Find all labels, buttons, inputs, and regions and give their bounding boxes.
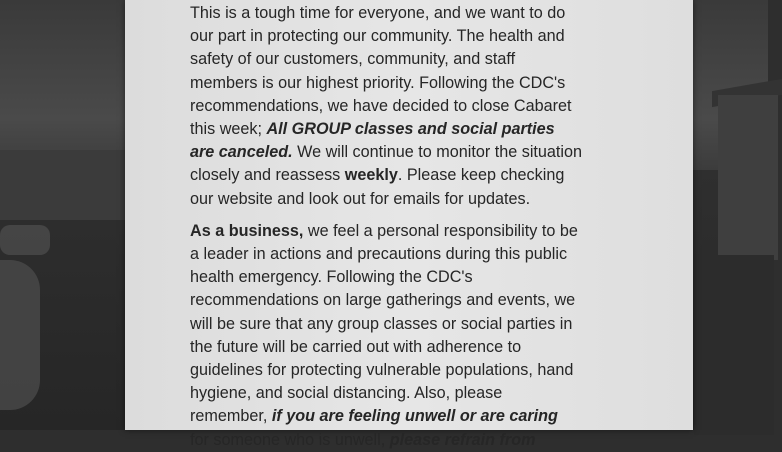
- notice-line: members is our highest priority. Following the CDC's: [190, 73, 566, 92]
- notice-line: our website and look out for emails for updates.: [190, 189, 531, 208]
- notice-line: guidelines for protecting vulnerable populations, hand: [190, 361, 574, 380]
- notice-line: our part in protecting our community. The health and: [190, 27, 565, 46]
- notice-line-segment: remember,: [190, 407, 272, 426]
- notice-line: hygiene, and social distancing. Also, please: [190, 384, 503, 403]
- notice-line-segment: we feel a personal responsibility to be: [303, 221, 578, 240]
- notice-line: This is a tough time for everyone, and we want to do: [190, 4, 566, 22]
- notice-paragraph-2: [190, 220, 600, 452]
- notice-line-segment: . Please keep checking: [397, 166, 565, 185]
- notice-line: safety of our customers, community, and staff: [190, 50, 516, 69]
- notice-line-segment: We will continue to monitor the situation: [292, 143, 583, 162]
- notice-line: recommendations on large gatherings and events, we: [190, 291, 576, 310]
- notice-emphasis: are canceled.: [190, 143, 293, 162]
- notice-line: a leader in actions and precautions during this public: [190, 245, 568, 264]
- notice-line-segment: closely and reassess: [190, 166, 345, 185]
- notice-line-segment: for someone who is unwell,: [190, 430, 390, 449]
- notice-emphasis: All GROUP classes and social parties: [266, 120, 555, 139]
- notice-line: recommendations, we have decided to close Cabaret: [190, 96, 572, 115]
- notice-line: will be sure that any group classes or social parties in: [190, 314, 573, 333]
- notice-line-segment: this week;: [190, 120, 267, 139]
- notice-emphasis: please refrain from: [389, 430, 536, 449]
- posted-notice-paper: [125, 0, 693, 449]
- left-building: [0, 150, 125, 220]
- notice-paragraph-1: [190, 2, 600, 211]
- left-car-distant: [0, 225, 50, 255]
- right-building: [718, 95, 778, 260]
- notice-emphasis: As a business,: [190, 221, 304, 240]
- notice-text: [190, 2, 600, 452]
- notice-line: health emergency. Following the CDC's: [190, 268, 473, 287]
- notice-emphasis: weekly: [344, 166, 398, 185]
- notice-emphasis: if you are feeling unwell or are caring: [271, 407, 558, 426]
- right-parking-lot: [694, 255, 774, 435]
- left-car: [0, 260, 40, 410]
- notice-line: the future will be carried out with adherence to: [190, 337, 522, 356]
